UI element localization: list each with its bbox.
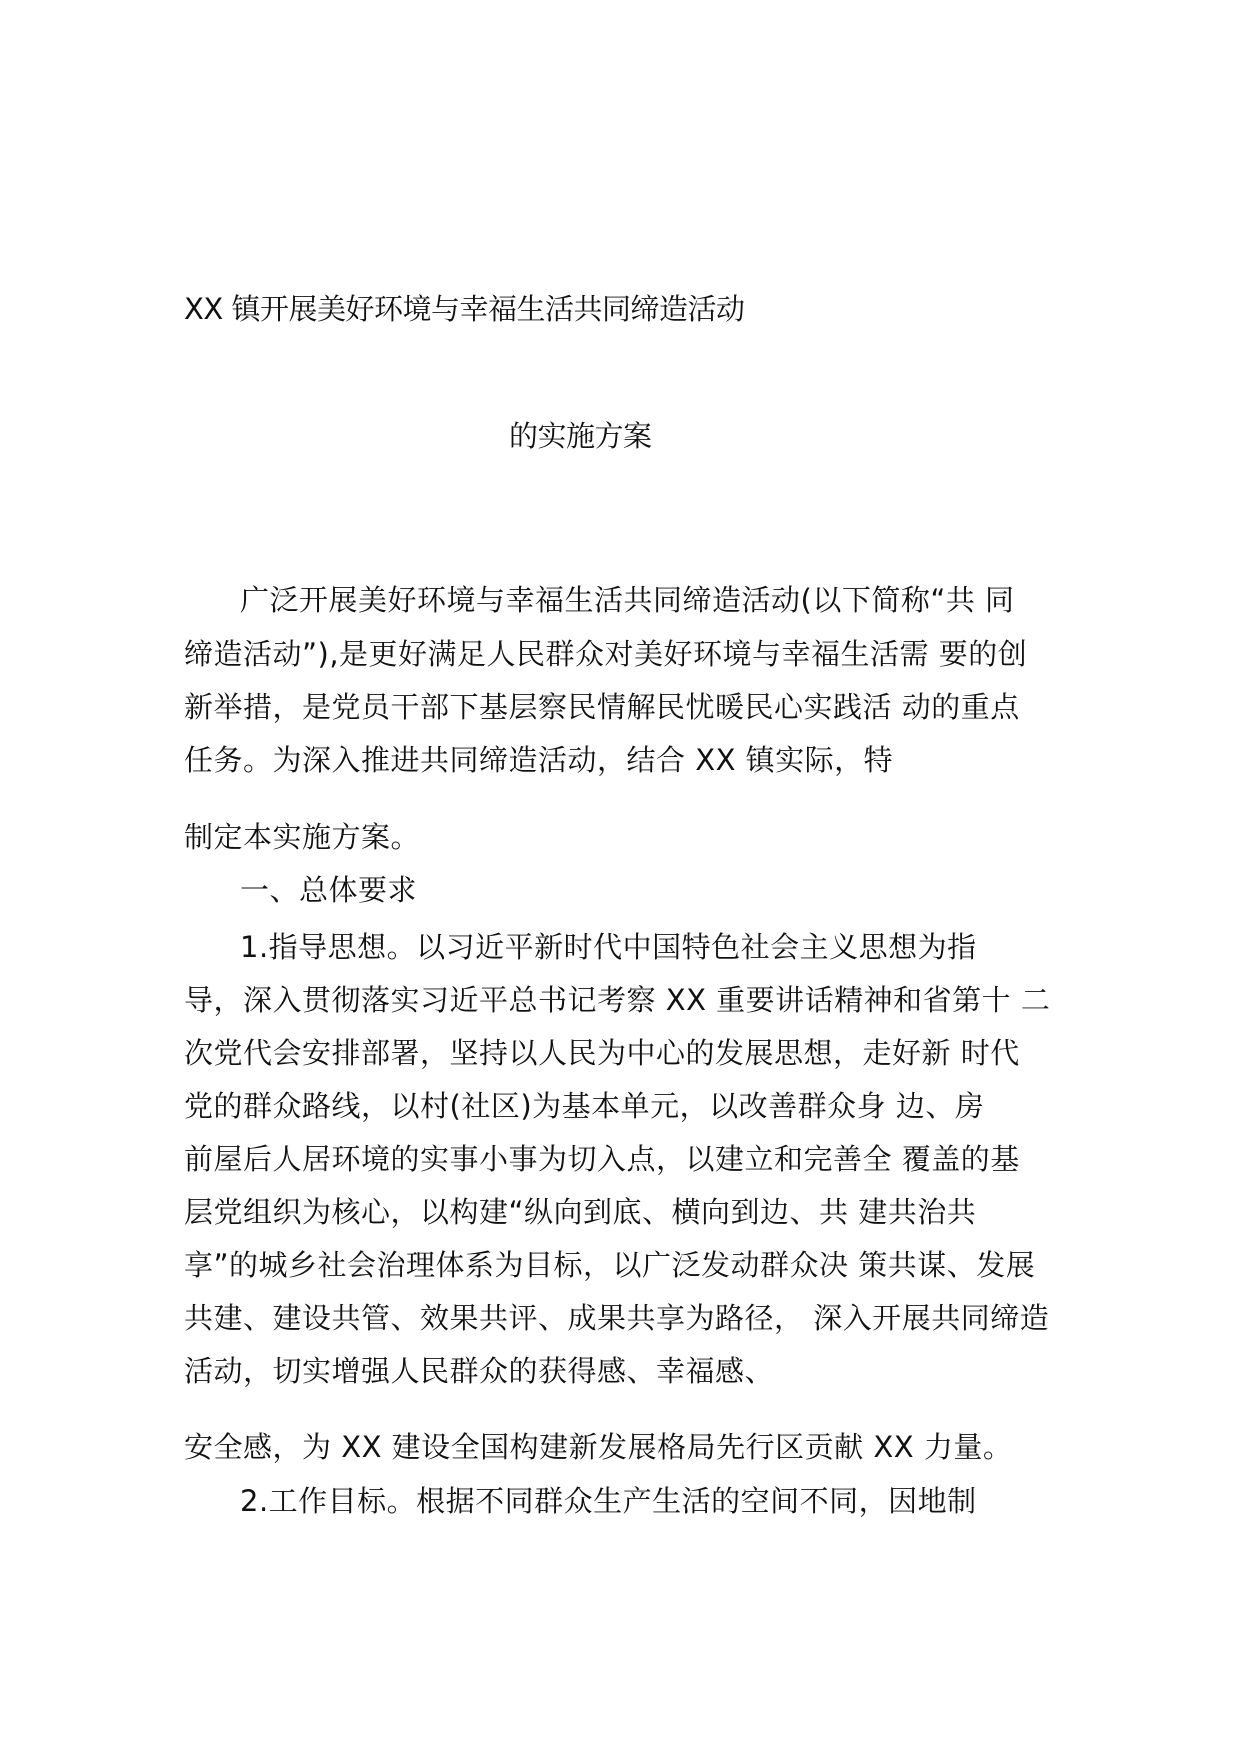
paragraph-line: 导，深入贯彻落实习近平总书记考察 XX 重要讲话精神和省第十 二 [184,983,1051,1017]
paragraph-line: 2.工作目标。根据不同群众生产生活的空间不同，因地制 [240,1484,977,1518]
paragraph-line: 共建、建设共管、效果共评、成果共享为路径， 深入开展共同缔造 [184,1301,1050,1335]
paragraph-line: 前屋后人居环境的实事小事为切入点，以建立和完善全 覆盖的基 [184,1142,1020,1176]
section-heading: 一、总体要求 [240,873,418,907]
paragraph-line: 享”的城乡社会治理体系为目标，以广泛发动群众决 策共谋、发展 [184,1248,1036,1282]
paragraph-line: 新举措，是党员干部下基层察民情解民忧暖民心实践活 动的重点 [184,690,1020,724]
paragraph-line: 任务。为深入推进共同缔造活动，结合 XX 镇实际，特 [184,743,894,777]
document-title-line-2: 的实施方案 [509,419,652,453]
paragraph-line: 缔造活动”),是更好满足人民群众对美好环境与幸福生活需 要的创 [184,637,1028,671]
document-title-line-1: XX 镇开展美好环境与幸福生活共同缔造活动 [184,292,745,326]
paragraph-line: 活动，切实增强人民群众的获得感、幸福感、 [184,1354,775,1388]
paragraph-line: 党的群众路线，以村(社区)为基本单元，以改善群众身 边、房 [184,1089,985,1123]
paragraph-line: 安全感，为 XX 建设全国构建新发展格局先行区贡献 XX 力量。 [184,1430,1013,1464]
paragraph-line: 广泛开展美好环境与幸福生活共同缔造活动(以下简称“共 同 [240,583,1015,617]
paragraph-line: 1.指导思想。以习近平新时代中国特色社会主义思想为指 [240,930,977,964]
paragraph-line: 次党代会安排部署，坚持以人民为中心的发展思想，走好新 时代 [184,1036,1020,1070]
paragraph-line: 制定本实施方案。 [184,820,421,854]
paragraph-line: 层党组织为核心，以构建“纵向到底、横向到边、共 建共治共 [184,1195,977,1229]
